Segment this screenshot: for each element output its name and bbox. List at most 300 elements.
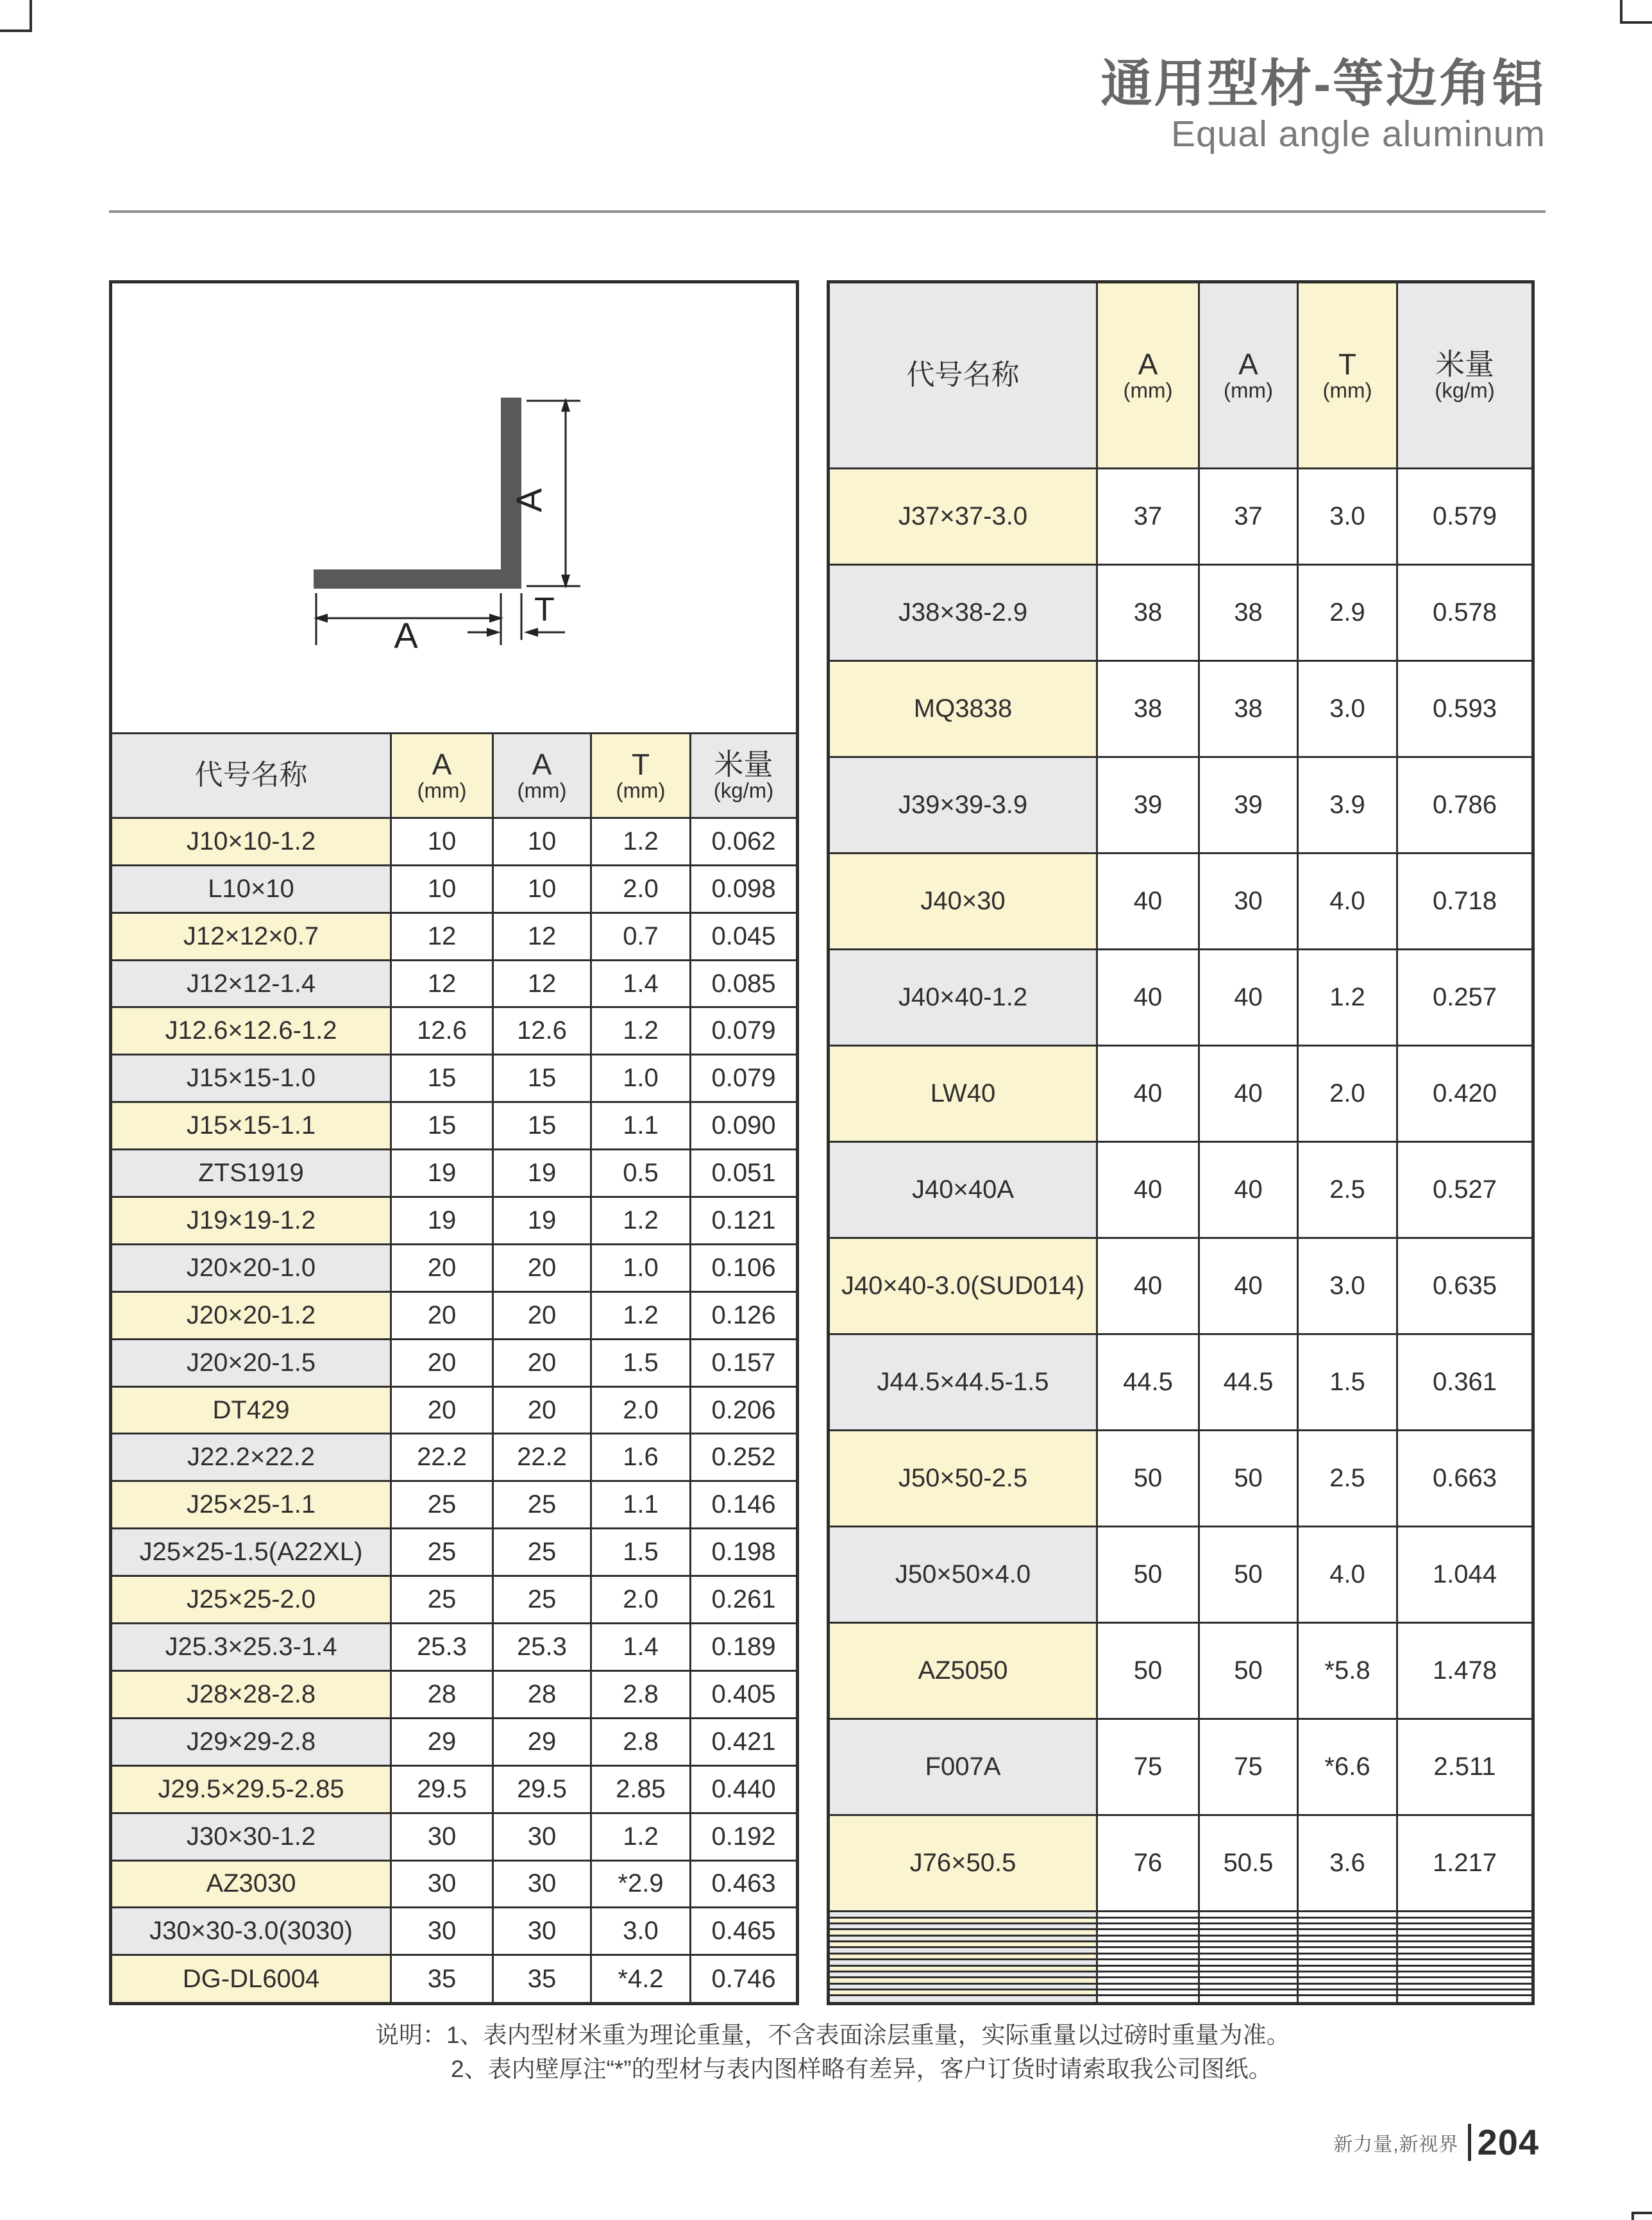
- cell-kgm: 0.189: [691, 1624, 798, 1671]
- cell-t: [1298, 1930, 1397, 1935]
- spec-row: [111, 1055, 798, 1102]
- cell-a1: 25.3: [391, 1624, 493, 1671]
- cell-a2: 50: [1199, 1527, 1298, 1623]
- cell-a2: 37: [1199, 468, 1298, 564]
- cell-t: 1.5: [591, 1339, 691, 1386]
- cell-name: J40×40A: [829, 1141, 1097, 1238]
- arrow-right-icon: [487, 628, 501, 637]
- cell-kgm: 0.192: [691, 1813, 798, 1860]
- dim-label-a-horizontal: A: [394, 615, 418, 652]
- cell-t: [1298, 1917, 1397, 1923]
- cell-kgm: 0.746: [691, 1955, 798, 2004]
- cell-t: 2.8: [591, 1670, 691, 1718]
- spec-row: [111, 1291, 798, 1339]
- cell-a1: [1097, 1971, 1199, 1977]
- page-subtitle: Equal angle aluminum: [1170, 114, 1546, 155]
- cell-t: *6.6: [1298, 1719, 1397, 1815]
- footer-slogan: 新力量,新视界: [1333, 2133, 1459, 2155]
- col-header-a1: [1097, 282, 1199, 469]
- cell-name: [829, 1947, 1097, 1953]
- cell-a1: 15: [391, 1102, 493, 1150]
- col-header-weight-label: 米量: [714, 747, 773, 781]
- cell-a1: [1097, 1942, 1199, 1947]
- cell-name: J20×20-1.0: [111, 1244, 391, 1291]
- cell-a2: [1199, 1942, 1298, 1947]
- cell-kgm: [1397, 1978, 1533, 1983]
- arrow-left-icon: [524, 628, 538, 637]
- cell-a2: 25.3: [493, 1624, 591, 1671]
- cell-name: AZ3030: [111, 1860, 391, 1908]
- cell-a1: [1097, 1996, 1199, 2004]
- cell-name: J25×25-2.0: [111, 1576, 391, 1624]
- cell-name: AZ5050: [829, 1623, 1097, 1719]
- cell-a2: 20: [493, 1244, 591, 1291]
- cell-kgm: 0.361: [1397, 1334, 1533, 1430]
- cell-kgm: [1397, 1965, 1533, 1971]
- cell-kgm: [1397, 1983, 1533, 1989]
- cell-name: J12.6×12.6-1.2: [111, 1007, 391, 1055]
- col-header-a1-unit: (mm): [1123, 378, 1173, 403]
- cell-a2: 20: [493, 1291, 591, 1339]
- col-header-a2-label: A: [1238, 347, 1258, 381]
- cell-name: J28×28-2.8: [111, 1670, 391, 1718]
- cell-name: [829, 1953, 1097, 1959]
- cell-name: J50×50-2.5: [829, 1431, 1097, 1527]
- cell-a2: [1199, 1996, 1298, 2004]
- cell-t: 2.0: [591, 1576, 691, 1624]
- cell-name: ZTS1919: [111, 1150, 391, 1197]
- cell-a1: 30: [391, 1908, 493, 1955]
- cell-a2: 25: [493, 1576, 591, 1624]
- note-line-2: 2、表内壁厚注“*”的型材与表内图样略有差异，客户订货时请索取我公司图纸。: [451, 2055, 1272, 2082]
- cell-name: [829, 1935, 1097, 1941]
- cell-kgm: [1397, 1923, 1533, 1929]
- cell-name: J30×30-3.0(3030): [111, 1908, 391, 1955]
- cell-a1: 37: [1097, 468, 1199, 564]
- spec-row: [111, 1007, 798, 1055]
- spec-row: [829, 853, 1533, 949]
- cell-a1: 20: [391, 1339, 493, 1386]
- spec-row: [111, 1624, 798, 1671]
- cell-a1: [1097, 1960, 1199, 1965]
- cell-a1: 40: [1097, 1141, 1199, 1238]
- cell-t: 1.5: [1298, 1334, 1397, 1430]
- spec-row: [111, 1529, 798, 1576]
- cell-a2: 20: [493, 1386, 591, 1434]
- cell-t: [1298, 1912, 1397, 1917]
- cell-t: 0.7: [591, 912, 691, 960]
- cell-a1: [1097, 1990, 1199, 1996]
- cell-name: [829, 1912, 1097, 1917]
- cell-a2: 25: [493, 1481, 591, 1529]
- cell-a1: 40: [1097, 1238, 1199, 1334]
- cell-a1: 20: [391, 1291, 493, 1339]
- cell-name: J15×15-1.0: [111, 1055, 391, 1102]
- cell-a1: 29: [391, 1718, 493, 1765]
- cell-name: J38×38-2.9: [829, 564, 1097, 660]
- spec-row: [829, 1983, 1533, 1989]
- cell-name: [829, 1923, 1097, 1929]
- cell-kgm: 0.463: [691, 1860, 798, 1908]
- cell-a1: 44.5: [1097, 1334, 1199, 1430]
- cell-a1: 12: [391, 960, 493, 1007]
- cell-t: [1298, 1996, 1397, 2004]
- dim-label-t: T: [534, 591, 555, 629]
- cell-t: 1.2: [591, 1813, 691, 1860]
- col-header-t-unit: (mm): [616, 778, 666, 803]
- spec-row: [829, 1623, 1533, 1719]
- cell-kgm: 0.157: [691, 1339, 798, 1386]
- cell-name: J12×12-1.4: [111, 960, 391, 1007]
- cell-t: 1.2: [1298, 949, 1397, 1045]
- cell-a1: 25: [391, 1481, 493, 1529]
- spec-row: [111, 960, 798, 1007]
- cell-a1: 75: [1097, 1719, 1199, 1815]
- cell-kgm: 0.440: [691, 1765, 798, 1813]
- cell-kgm: 0.098: [691, 865, 798, 912]
- cell-a1: 20: [391, 1386, 493, 1434]
- cell-a1: 19: [391, 1150, 493, 1197]
- cell-kgm: 0.198: [691, 1529, 798, 1576]
- cell-a1: 19: [391, 1197, 493, 1245]
- spec-row: [829, 1965, 1533, 1971]
- cell-kgm: 0.085: [691, 960, 798, 1007]
- cell-name: J25×25-1.5(A22XL): [111, 1529, 391, 1576]
- cell-a2: 19: [493, 1197, 591, 1245]
- cell-name: J15×15-1.1: [111, 1102, 391, 1150]
- cell-a2: 29.5: [493, 1765, 591, 1813]
- cell-a2: [1199, 1983, 1298, 1989]
- spec-row: [111, 1813, 798, 1860]
- cell-name: [829, 1990, 1097, 1996]
- cell-t: 1.2: [591, 1291, 691, 1339]
- cell-a1: 10: [391, 865, 493, 912]
- cell-name: [829, 1965, 1097, 1971]
- cell-a1: 22.2: [391, 1434, 493, 1481]
- cell-kgm: [1397, 1996, 1533, 2004]
- cell-kgm: 0.126: [691, 1291, 798, 1339]
- cell-a2: [1199, 1947, 1298, 1953]
- table-header-row: [829, 282, 1533, 469]
- cell-a2: 12.6: [493, 1007, 591, 1055]
- cell-t: [1298, 1953, 1397, 1959]
- cell-name: J20×20-1.5: [111, 1339, 391, 1386]
- spec-row: [829, 1527, 1533, 1623]
- cell-a1: 38: [1097, 564, 1199, 660]
- cell-a1: 50: [1097, 1623, 1199, 1719]
- cell-kgm: 0.635: [1397, 1238, 1533, 1334]
- spec-row: [829, 757, 1533, 853]
- cell-a1: [1097, 1983, 1199, 1989]
- cell-kgm: [1397, 1912, 1533, 1917]
- col-header-t-label: T: [631, 747, 650, 781]
- spec-row: [829, 1990, 1533, 1996]
- cell-a1: 38: [1097, 660, 1199, 757]
- angle-profile-diagram: [116, 364, 793, 651]
- cell-a1: 30: [391, 1860, 493, 1908]
- spec-row: [829, 1947, 1533, 1953]
- cell-t: 2.0: [591, 865, 691, 912]
- spec-row: [111, 1244, 798, 1291]
- cell-name: J12×12×0.7: [111, 912, 391, 960]
- cell-a1: 50: [1097, 1527, 1199, 1623]
- cell-name: DT429: [111, 1386, 391, 1434]
- cell-kgm: 0.593: [1397, 660, 1533, 757]
- cell-t: 2.0: [591, 1386, 691, 1434]
- cell-t: 3.0: [1298, 660, 1397, 757]
- spec-row: [111, 1150, 798, 1197]
- cell-t: [1298, 1935, 1397, 1941]
- cell-name: J29×29-2.8: [111, 1718, 391, 1765]
- col-header-t: [591, 733, 691, 818]
- cell-name: J40×30: [829, 853, 1097, 949]
- cell-a2: [1199, 1960, 1298, 1965]
- cell-a1: 29.5: [391, 1765, 493, 1813]
- cell-t: 2.9: [1298, 564, 1397, 660]
- cell-t: 1.2: [591, 1197, 691, 1245]
- cell-name: J50×50×4.0: [829, 1527, 1097, 1623]
- spec-row: [829, 1238, 1533, 1334]
- cell-a1: 20: [391, 1244, 493, 1291]
- cell-t: [1298, 1923, 1397, 1929]
- cell-a2: 40: [1199, 1045, 1298, 1141]
- cell-t: 2.5: [1298, 1141, 1397, 1238]
- cell-name: [829, 1971, 1097, 1977]
- cell-name: [829, 1960, 1097, 1965]
- spec-row: [111, 1955, 798, 2004]
- cell-a1: [1097, 1965, 1199, 1971]
- cell-name: J22.2×22.2: [111, 1434, 391, 1481]
- right-table-body: [829, 468, 1533, 2003]
- cell-name: J20×20-1.2: [111, 1291, 391, 1339]
- cell-kgm: 0.718: [1397, 853, 1533, 949]
- cell-t: [1298, 1960, 1397, 1965]
- spec-row: [829, 1978, 1533, 1983]
- cell-a1: 12: [391, 912, 493, 960]
- spec-row: [829, 1923, 1533, 1929]
- cell-t: [1298, 1978, 1397, 1983]
- cell-name: J76×50.5: [829, 1815, 1097, 1912]
- cell-t: [1298, 1990, 1397, 1996]
- cell-t: 1.6: [591, 1434, 691, 1481]
- cell-t: *4.2: [591, 1955, 691, 2004]
- col-header-a2: [493, 733, 591, 818]
- cell-a1: [1097, 1978, 1199, 1983]
- cell-t: 1.1: [591, 1102, 691, 1150]
- cell-t: *2.9: [591, 1860, 691, 1908]
- profile-horizontal-leg: [314, 569, 521, 589]
- cell-name: J30×30-1.2: [111, 1813, 391, 1860]
- left-table-body: [111, 818, 798, 2003]
- cell-name: [829, 1942, 1097, 1947]
- cell-t: 3.0: [1298, 468, 1397, 564]
- col-header-a1-label: A: [432, 747, 452, 781]
- spec-row: [829, 1431, 1533, 1527]
- cell-a1: 39: [1097, 757, 1199, 853]
- col-header-name: 代号名称: [111, 733, 391, 818]
- spec-row: [829, 1334, 1533, 1430]
- cell-a2: 30: [1199, 853, 1298, 949]
- cell-name: [829, 1917, 1097, 1923]
- spec-row: [829, 468, 1533, 564]
- cell-kgm: 0.663: [1397, 1431, 1533, 1527]
- spec-row: [111, 1434, 798, 1481]
- col-header-weight-unit: (kg/m): [713, 778, 774, 803]
- spec-row: [829, 1960, 1533, 1965]
- spec-row: [829, 1930, 1533, 1935]
- spec-row: [829, 1942, 1533, 1947]
- cell-a2: 75: [1199, 1719, 1298, 1815]
- page-footer: [1333, 2121, 1539, 2163]
- cell-t: 1.2: [591, 1007, 691, 1055]
- spec-row: [829, 1953, 1533, 1959]
- cell-kgm: 0.252: [691, 1434, 798, 1481]
- cell-a2: 35: [493, 1955, 591, 2004]
- cell-name: J39×39-3.9: [829, 757, 1097, 853]
- crop-mark-bottom-right: [1631, 2212, 1652, 2220]
- col-header-weight: [691, 733, 798, 818]
- col-header-t-label: T: [1338, 347, 1357, 381]
- cell-a1: [1097, 1935, 1199, 1941]
- cell-a2: 30: [493, 1813, 591, 1860]
- cell-name: [829, 1983, 1097, 1989]
- note-line-1: 说明：1、表内型材米重为理论重量，不含表面涂层重量，实际重量以过磅时重量为准。: [375, 2022, 1290, 2048]
- spec-row: [111, 1339, 798, 1386]
- cell-a2: 30: [493, 1908, 591, 1955]
- cell-t: 1.0: [591, 1244, 691, 1291]
- cell-a2: 15: [493, 1055, 591, 1102]
- cell-kgm: 0.146: [691, 1481, 798, 1529]
- dim-label-a-vertical: A: [509, 488, 549, 512]
- spec-row: [111, 1718, 798, 1765]
- spec-row: [829, 1996, 1533, 2004]
- col-header-a2-unit: (mm): [1224, 378, 1273, 403]
- cell-name: L10×10: [111, 865, 391, 912]
- cell-a1: [1097, 1923, 1199, 1929]
- spec-row: [111, 1765, 798, 1813]
- col-header-name: 代号名称: [829, 282, 1097, 469]
- cell-a1: 40: [1097, 853, 1199, 949]
- cell-t: 2.0: [1298, 1045, 1397, 1141]
- cell-a1: [1097, 1930, 1199, 1935]
- cell-a2: 25: [493, 1529, 591, 1576]
- spec-row: [829, 1935, 1533, 1941]
- cell-name: [829, 1978, 1097, 1983]
- cell-kgm: [1397, 1942, 1533, 1947]
- cell-kgm: 0.421: [691, 1718, 798, 1765]
- cell-name: LW40: [829, 1045, 1097, 1141]
- col-header-weight: [1397, 282, 1533, 469]
- cell-a1: [1097, 1917, 1199, 1923]
- cell-t: 3.9: [1298, 757, 1397, 853]
- cell-a2: [1199, 1953, 1298, 1959]
- cell-a2: 40: [1199, 1238, 1298, 1334]
- spec-row: [829, 1971, 1533, 1977]
- cell-name: DG-DL6004: [111, 1955, 391, 2004]
- cell-a2: 29: [493, 1718, 591, 1765]
- cell-a2: [1199, 1978, 1298, 1983]
- cell-kgm: 0.786: [1397, 757, 1533, 853]
- spec-row: [111, 1576, 798, 1624]
- spec-row: [829, 1045, 1533, 1141]
- col-header-weight-label: 米量: [1435, 347, 1494, 381]
- spec-row: [111, 1102, 798, 1150]
- cell-a2: 50.5: [1199, 1815, 1298, 1912]
- cell-kgm: 1.478: [1397, 1623, 1533, 1719]
- cell-name: J44.5×44.5-1.5: [829, 1334, 1097, 1430]
- cell-a2: 12: [493, 912, 591, 960]
- cell-kgm: 0.051: [691, 1150, 798, 1197]
- cell-a2: 10: [493, 818, 591, 865]
- spec-row: [829, 1917, 1533, 1923]
- cell-a2: 38: [1199, 660, 1298, 757]
- cell-name: [829, 1996, 1097, 2004]
- crop-mark-top-left: [0, 0, 32, 32]
- cell-t: 1.5: [591, 1529, 691, 1576]
- cell-name: J10×10-1.2: [111, 818, 391, 865]
- cell-t: 4.0: [1298, 1527, 1397, 1623]
- cell-kgm: 1.217: [1397, 1815, 1533, 1912]
- cell-kgm: [1397, 1953, 1533, 1959]
- profile-diagram: [111, 282, 798, 734]
- cell-t: *5.8: [1298, 1623, 1397, 1719]
- cell-a1: 15: [391, 1055, 493, 1102]
- footer-divider: [1468, 2124, 1471, 2161]
- spec-row: [111, 1908, 798, 1955]
- cell-a2: 28: [493, 1670, 591, 1718]
- cell-a2: 44.5: [1199, 1334, 1298, 1430]
- cell-a2: [1199, 1935, 1298, 1941]
- cell-t: [1298, 1971, 1397, 1977]
- cell-a2: 50: [1199, 1623, 1298, 1719]
- page-title: 通用型材-等边角铝: [1100, 55, 1546, 112]
- cell-name: J29.5×29.5-2.85: [111, 1765, 391, 1813]
- cell-kgm: 0.261: [691, 1576, 798, 1624]
- cell-kgm: 0.257: [1397, 949, 1533, 1045]
- cell-kgm: 0.206: [691, 1386, 798, 1434]
- cell-a2: 20: [493, 1339, 591, 1386]
- cell-a2: [1199, 1930, 1298, 1935]
- cell-a2: [1199, 1923, 1298, 1929]
- cell-t: [1298, 1983, 1397, 1989]
- cell-kgm: [1397, 1960, 1533, 1965]
- col-header-t-unit: (mm): [1322, 378, 1372, 403]
- cell-kgm: [1397, 1917, 1533, 1923]
- cell-t: 0.5: [591, 1150, 691, 1197]
- cell-a1: 40: [1097, 1045, 1199, 1141]
- left-spec-table: [109, 280, 799, 2005]
- spec-row: [111, 1197, 798, 1245]
- cell-name: F007A: [829, 1719, 1097, 1815]
- cell-name: J40×40-1.2: [829, 949, 1097, 1045]
- cell-a2: [1199, 1971, 1298, 1977]
- spec-row: [829, 564, 1533, 660]
- col-header-a2-unit: (mm): [517, 778, 567, 803]
- cell-a2: 19: [493, 1150, 591, 1197]
- spec-row: [829, 1719, 1533, 1815]
- cell-a1: 25: [391, 1576, 493, 1624]
- cell-kgm: 0.090: [691, 1102, 798, 1150]
- cell-kgm: [1397, 1935, 1533, 1941]
- cell-name: J40×40-3.0(SUD014): [829, 1238, 1097, 1334]
- cell-t: 2.8: [591, 1718, 691, 1765]
- spec-row: [111, 1860, 798, 1908]
- cell-t: 2.85: [591, 1765, 691, 1813]
- cell-kgm: [1397, 1990, 1533, 1996]
- spec-row: [829, 949, 1533, 1045]
- cell-a2: 30: [493, 1860, 591, 1908]
- col-header-t: [1298, 282, 1397, 469]
